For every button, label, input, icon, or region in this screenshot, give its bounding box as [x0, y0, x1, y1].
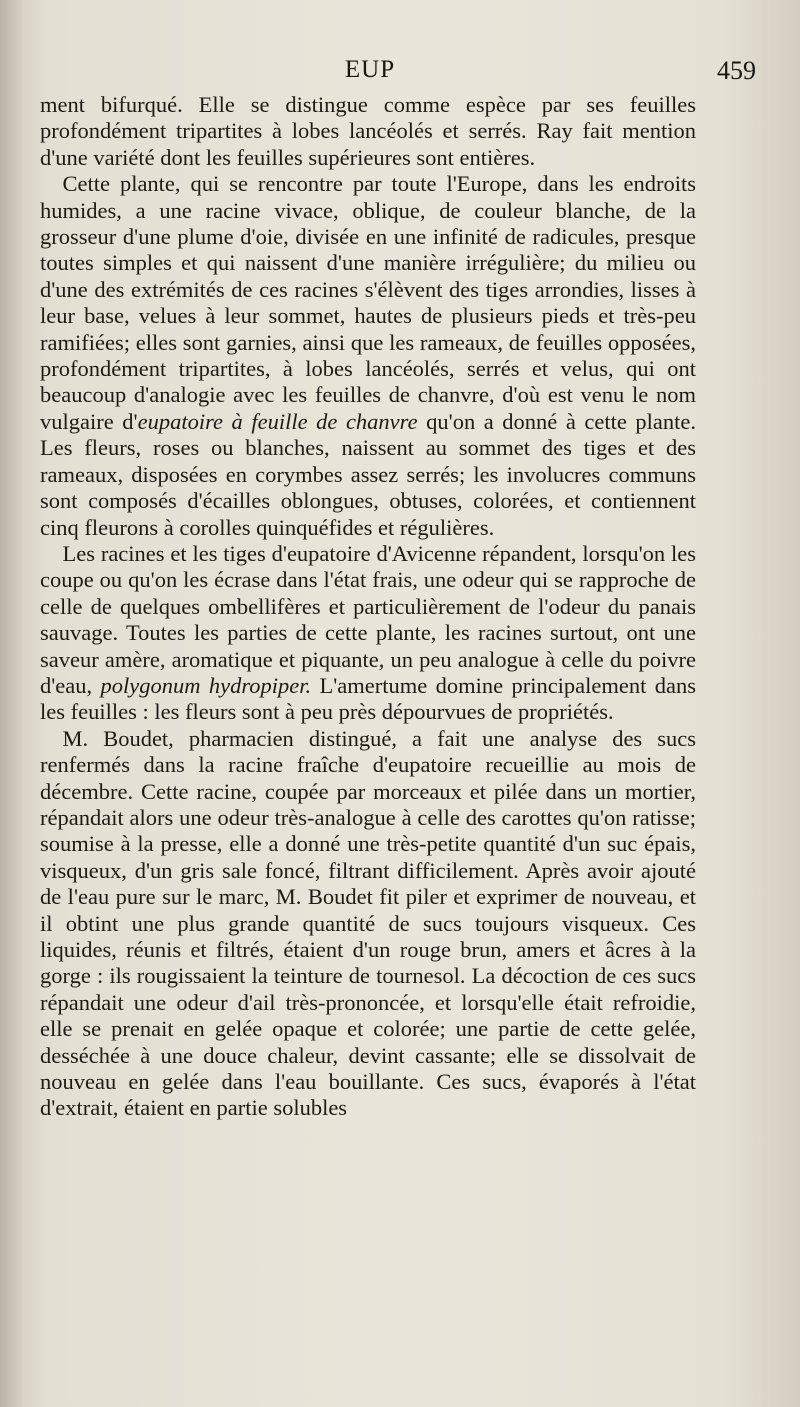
page-gutter-shadow: [0, 0, 22, 1407]
paragraph-text: Les racines et les tiges d'eupatoire d'Avicenne répandent, lorsqu'on les coupe ou qu'on les écrase dans l'état frais, une odeur qui se rapproche de celle de quelques ombellifères et particulièrement de l'odeur du panais sauvage. Toutes les parties de cette plante, les racines surtout, ont une saveur amère, aromatique et piquante, un peu analogue à celle du poivre d'eau,: [40, 540, 696, 698]
running-head: EUP: [344, 56, 396, 83]
page-body: [40, 92, 696, 1122]
paragraph-text: L'amertume domine principalement dans les feuilles : les fleurs sont à peu près dépourvues de propriétés.: [40, 672, 696, 725]
paragraph-properties: [40, 541, 696, 726]
page-header: [40, 56, 756, 90]
common-name-italic: eupatoire à feuille de chanvre: [137, 408, 418, 434]
paragraph-analysis: M. Boudet, pharmacien distingué, a fait une analyse des sucs renfermés dans la racine fraîche d'eupatoire recueillie au mois de décembre. Cette racine, coupée par morceaux et pilée dans un mortier, répandait alors une odeur très-analogue à celle des carottes qu'on ratisse; soumise à la presse, elle a donné une très-petite quantité d'un suc épais, visqueux, d'un gris sale foncé, filtrant difficilement. Après avoir ajouté de l'eau pure sur le marc, M. Boudet fit piler et exprimer de nouveau, et il obtint une plus grande quantité de sucs toujours visqueux. Ces liquides, réunis et filtrés, étaient d'un rouge brun, amers et âcres à la gorge : ils rougissaient la teinture de tournesol. La décoction de ces sucs répandait une odeur d'ail très-prononcée, et lorsqu'elle était refroidie, elle se prenait en gelée opaque et colorée; une partie de cette gelée, desséchée à une douce chaleur, devint cassante; elle se dissolvait de nouveau en gelée dans l'eau bouillante. Ces sucs, évaporés à l'état d'extrait, étaient en partie solubles: [40, 725, 696, 1121]
paragraph-text: qu'on a donné à cette plante. Les fleurs, roses ou blanches, naissent au sommet des tiges et des rameaux, disposées en corymbes assez serrés; les involucres communs sont composés d'écailles oblongues, obtuses, colorées, et contiennent cinq fleurons à corolles quinquéfides et régulières.: [40, 408, 697, 540]
page-number: 459: [717, 56, 756, 85]
paragraph-continued: ment bifurqué. Elle se distingue comme espèce par ses feuilles profondément tripartites à lobes lancéolés et serrés. Ray fait mention d'une variété dont les feuilles supérieures sont entières.: [40, 92, 696, 170]
paragraph-text: Cette plante, qui se rencontre par toute l'Europe, dans les endroits humides, a une racine vivace, oblique, de couleur blanche, de la grosseur d'une plume d'oie, divisée en une infinité de radicules, presque toutes simples et qui naissent d'une manière irrégulière; du milieu ou d'une des extrémités de ces racines s'élèvent des tiges arrondies, lisses à leur base, velues à leur sommet, hautes de plusieurs pieds et très-peu ramifiées; elles sont garnies, ainsi que les rameaux, de feuilles opposées, profondément tripartites, à lobes lancéolés, serrés et velus, qui ont beaucoup d'analogie avec les feuilles de chanvre, d'où est venu le nom vulgaire d': [40, 171, 696, 434]
paragraph-description: [40, 171, 696, 541]
latin-name-italic: polygonum hydropiper.: [100, 672, 312, 698]
